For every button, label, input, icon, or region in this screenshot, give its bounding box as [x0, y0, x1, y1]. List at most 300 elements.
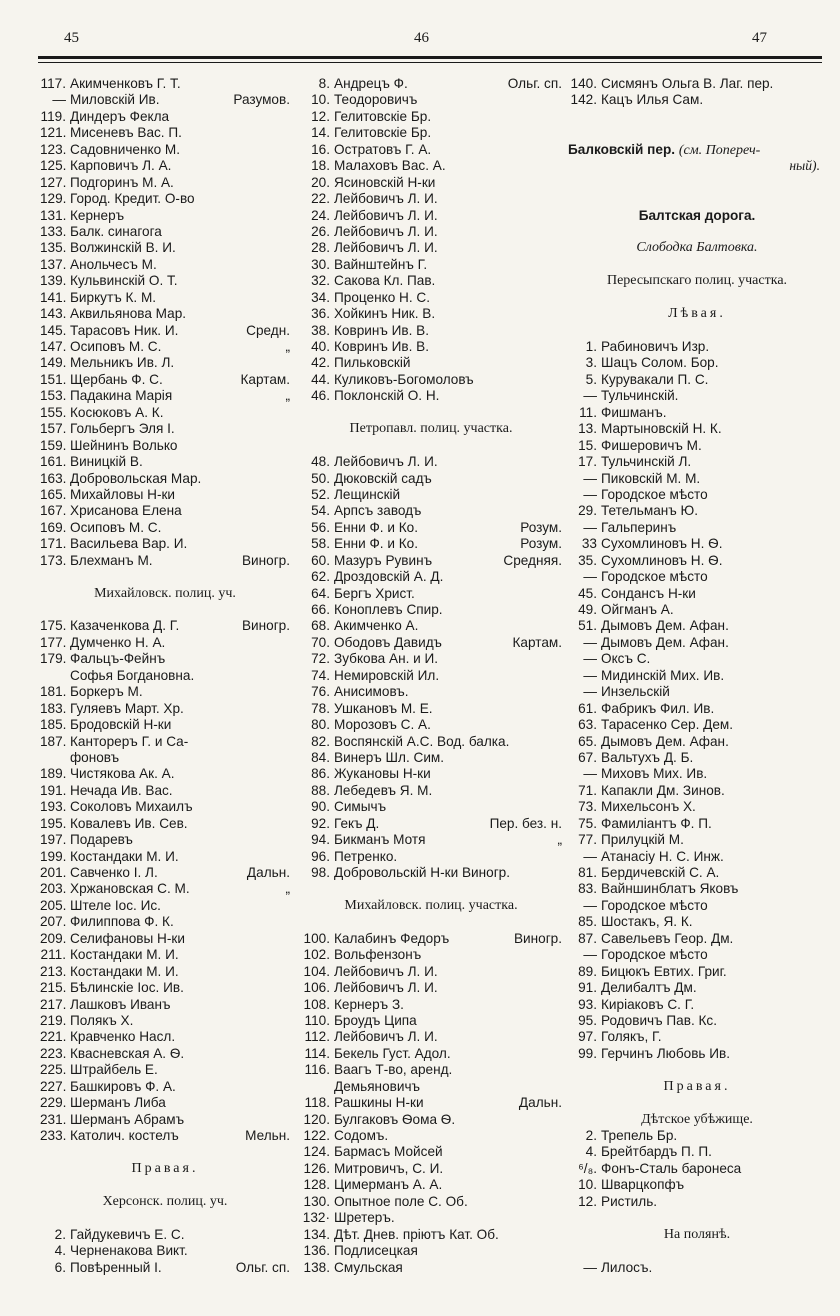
owner-name: Сухомлиновъ Н. Ѳ. — [601, 536, 723, 552]
owner-name: Боркеръ М. — [70, 684, 143, 700]
spacer — [300, 881, 562, 897]
page-number-center: 46 — [414, 30, 429, 46]
house-number: 78. — [311, 700, 330, 716]
house-number: 17. — [578, 454, 597, 470]
owner-name: Теодоровичъ — [334, 92, 418, 108]
owner-name: Делибалтъ Дм. — [601, 980, 697, 996]
header-rule-thick — [38, 56, 822, 59]
directory-entry — [300, 1177, 562, 1193]
owner-name: Мидинскій Мих. Ив. — [601, 667, 725, 683]
house-number: 42. — [311, 355, 330, 371]
directory-entry — [568, 684, 826, 700]
owner-name: Бицюкъ Евтих. Григ. — [601, 963, 727, 979]
directory-entry — [300, 109, 562, 125]
directory-entry — [300, 651, 562, 667]
directory-entry — [40, 454, 290, 470]
owner-name: Добровольскій Н-ки Виногр. — [334, 865, 510, 880]
directory-entry — [40, 898, 290, 914]
directory-entry — [300, 569, 562, 585]
directory-entry — [40, 92, 290, 108]
directory-entry — [568, 832, 826, 848]
owner-name: Тарасовъ Ник. И. — [70, 322, 179, 338]
directory-entry — [40, 783, 290, 799]
spacer — [300, 438, 562, 454]
directory-entry — [40, 372, 290, 388]
owner-name: Кульвинскій О. Т. — [70, 273, 178, 289]
house-number: 147. — [40, 339, 67, 354]
house-number: 179. — [40, 651, 67, 667]
owner-name: Ойгманъ А. — [601, 602, 674, 617]
owner-name: Костандаки М. И. — [70, 963, 179, 979]
house-number: 51. — [578, 618, 597, 634]
directory-entry — [40, 438, 290, 454]
directory-entry — [40, 651, 290, 667]
owner-name: Осиповъ М. С. — [70, 519, 162, 535]
owner-name: Кернеръ — [70, 207, 125, 223]
owner-name: Город. Кредит. О-во — [70, 191, 195, 207]
owner-name: Сисмянъ Ольга В. Лаг. пер. — [601, 76, 774, 91]
house-number: 45. — [578, 585, 597, 601]
directory-entry — [568, 997, 826, 1013]
directory-entry — [568, 355, 826, 371]
owner-name: Воспянскій А.С. Вод. балка. — [334, 733, 510, 749]
directory-entry — [568, 898, 826, 914]
street-name: Балковскій пер. — [568, 141, 676, 157]
owner-name: Штрайбель Е. — [70, 1062, 158, 1078]
house-number: 12. — [311, 108, 330, 124]
directory-entry — [568, 92, 826, 108]
house-number: 34. — [311, 289, 330, 305]
owner-name: Симычъ — [334, 799, 387, 815]
directory-entry — [40, 750, 290, 766]
owner-name: Пильковскій — [334, 355, 411, 371]
spacer — [40, 1177, 290, 1193]
owner-name: Вайнштейнъ Г. — [334, 256, 428, 272]
directory-entry — [568, 1161, 826, 1177]
cross-street-note: Картам. — [240, 371, 290, 387]
house-number: 119. — [40, 108, 66, 124]
owner-name: Лейбовичъ Л. И. — [334, 207, 438, 223]
section-heading: Балтская дорога. — [638, 207, 756, 223]
directory-entry — [568, 964, 826, 980]
cross-street-note: Дальн. — [518, 1095, 562, 1111]
owner-name: Гелитовскіе Бр. — [334, 108, 432, 124]
owner-name: Капакли Дм. Зинов. — [601, 782, 725, 798]
house-number: 114. — [304, 1045, 330, 1061]
owner-name: Шерманъ Либа — [70, 1095, 166, 1111]
owner-name: Енни Ф. и Ко. — [334, 519, 418, 535]
directory-entry — [300, 717, 562, 733]
owner-name: Башкировъ Ф. А. — [70, 1078, 176, 1094]
house-number: 1. — [585, 339, 597, 354]
owner-name: Штеле Іос. Ис. — [70, 897, 161, 913]
owner-name: Мартыновскій Н. К. — [601, 421, 722, 437]
house-number: 63. — [578, 717, 597, 733]
house-number: 155. — [40, 404, 67, 420]
directory-entry — [300, 1029, 562, 1045]
owner-name: Подгоринъ М. А. — [70, 174, 174, 190]
owner-name: Куликовъ-Богомоловъ — [334, 371, 474, 387]
owner-name: Шейнинъ Волько — [70, 437, 178, 453]
house-number: 36. — [311, 306, 330, 322]
owner-name: Инзельскій — [601, 684, 670, 700]
directory-entry — [300, 257, 562, 273]
owner-name: Вольфензонъ — [334, 947, 422, 963]
owner-name: Блехманъ М. — [70, 552, 153, 568]
owner-name: Городское мѣсто — [601, 569, 708, 585]
directory-entry — [568, 1128, 826, 1144]
owner-name: Дѣт. Днев. пріютъ Кат. Об. — [334, 1226, 499, 1242]
owner-name: Бродовскій Н-ки — [70, 717, 172, 733]
cross-street-note: Виногр. — [241, 618, 290, 634]
house-number: 68. — [311, 618, 330, 634]
directory-entry — [300, 290, 562, 306]
spacer — [40, 569, 290, 585]
owner-name: Аквильянова Мар. — [70, 306, 187, 322]
owner-name: Лилосъ. — [601, 1259, 653, 1275]
owner-name: Шацъ Солом. Бор. — [601, 355, 719, 371]
directory-entry — [300, 602, 562, 618]
owner-name: Лейбовичъ Л. И. — [334, 963, 438, 979]
house-number: 165. — [40, 486, 67, 502]
directory-entry — [40, 717, 290, 733]
directory-entry — [40, 816, 290, 832]
directory-entry — [300, 816, 562, 832]
owner-name: Кацъ Илья Сам. — [601, 92, 704, 108]
column-1 — [40, 76, 290, 1276]
house-number: 207. — [40, 914, 67, 930]
directory-entry — [40, 947, 290, 963]
house-number: 203. — [40, 881, 67, 897]
directory-entry — [40, 257, 290, 273]
owner-name: Морозовъ С. А. — [334, 717, 431, 733]
directory-entry — [300, 92, 562, 108]
directory-entry — [300, 618, 562, 634]
house-number: — — [583, 519, 597, 535]
directory-entry — [40, 997, 290, 1013]
house-number: — — [583, 1259, 597, 1275]
house-number: 149. — [40, 355, 67, 371]
house-number: 131. — [40, 207, 67, 223]
house-number: 128. — [303, 1177, 330, 1193]
owner-name: Чистякова Ак. А. — [70, 766, 175, 782]
directory-entry — [568, 569, 826, 585]
directory-entry — [568, 618, 826, 634]
directory-entry — [568, 454, 826, 470]
owner-name: Гекъ Д. — [334, 815, 380, 831]
owner-name: Добровольская Мар. — [70, 470, 202, 486]
owner-name: Гуляевъ Март. Хр. — [70, 700, 184, 716]
house-number: — — [583, 486, 597, 502]
directory-entry — [300, 454, 562, 470]
owner-name: Смульская — [334, 1259, 403, 1275]
house-number: 201. — [40, 865, 67, 880]
house-number: 143. — [40, 306, 67, 322]
directory-entry — [40, 964, 290, 980]
house-number: 102. — [303, 947, 330, 963]
owner-name: Хржановская С. М. — [70, 881, 190, 897]
house-number: 189. — [40, 766, 67, 782]
owner-name: Митровичъ, С. И. — [334, 1160, 444, 1176]
owner-name: Тетельманъ Ю. — [601, 503, 699, 519]
directory-entry — [40, 1112, 290, 1128]
directory-entry — [300, 1260, 562, 1276]
owner-name: Родовичъ Пав. Кс. — [601, 1012, 717, 1028]
directory-entry — [40, 1062, 290, 1078]
owner-name: Киріаковъ С. Г. — [601, 996, 695, 1012]
owner-name: Квасневская А. Ѳ. — [70, 1045, 185, 1061]
cross-street-note: „ — [285, 388, 290, 404]
directory-entry — [300, 964, 562, 980]
directory-entry — [40, 553, 290, 569]
house-number: 157. — [40, 421, 67, 437]
directory-entry — [568, 980, 826, 996]
directory-entry — [40, 914, 290, 930]
owner-name: Биркутъ К. М. — [70, 289, 157, 305]
spacer — [568, 175, 826, 191]
directory-entry — [568, 750, 826, 766]
owner-name: Виницкій В. — [70, 454, 143, 470]
house-number: 87. — [578, 930, 597, 946]
house-number: 49. — [578, 602, 597, 617]
owner-name: Лейбовичъ Л. И. — [334, 223, 438, 239]
street-note: (см. Попереч- — [678, 142, 761, 158]
cross-street-note: Картам. — [512, 634, 562, 650]
cross-street-note: „ — [285, 881, 290, 897]
house-number: 100. — [303, 930, 330, 946]
directory-entry — [300, 997, 562, 1013]
house-number: — — [583, 947, 597, 963]
owner-name: Бѣлинскіе Іос. Ив. — [70, 980, 184, 996]
owner-name: Андрецъ Ф. — [334, 76, 408, 91]
directory-entry — [568, 602, 826, 618]
directory-entry — [300, 1128, 562, 1144]
directory-entry — [300, 339, 562, 355]
house-number: 35. — [578, 552, 597, 568]
owner-name: Савельевъ Геор. Дм. — [601, 930, 734, 946]
house-number: 116. — [304, 1062, 330, 1078]
directory-entry — [568, 668, 826, 684]
directory-entry — [40, 618, 290, 634]
house-number: 126. — [303, 1160, 330, 1176]
directory-entry — [40, 76, 290, 92]
directory-entry — [40, 240, 290, 256]
owner-name: Савченко І. Л. — [70, 865, 158, 880]
house-number: 4. — [54, 1243, 66, 1259]
house-number: 197. — [40, 832, 67, 848]
house-number: 65. — [578, 733, 597, 749]
owner-name: Лейбовичъ Л. И. — [334, 1029, 438, 1045]
house-number: 22. — [311, 191, 330, 207]
house-number: 44. — [311, 371, 330, 387]
directory-entry — [568, 487, 826, 503]
house-number: 127. — [40, 174, 67, 190]
house-number: 88. — [311, 782, 330, 798]
owner-name: Бекель Густ. Адол. — [334, 1045, 451, 1061]
directory-entry — [300, 1161, 562, 1177]
owner-name: Пиковскій М. М. — [601, 470, 701, 486]
owner-name: Дроздовскій А. Д. — [334, 569, 444, 585]
directory-entry — [568, 1260, 826, 1276]
directory-entry — [40, 125, 290, 141]
owner-name: Рабиновичъ Изр. — [601, 339, 710, 354]
owner-name: Шостакъ, Я. К. — [601, 914, 693, 930]
owner-name: Миховъ Мих. Ив. — [601, 766, 708, 782]
house-number: 185. — [40, 717, 67, 733]
owner-name: Ваагъ Т-во, аренд. — [334, 1062, 453, 1078]
directory-entry — [40, 290, 290, 306]
house-number: 70. — [311, 634, 330, 650]
owner-name: Повѣренный І. — [70, 1259, 162, 1275]
owner-name: Калабинъ Федоръ — [334, 930, 450, 946]
section-heading: На полянѣ. — [663, 1226, 731, 1242]
directory-entry — [568, 931, 826, 947]
owner-name: Ковалевъ Ив. Сев. — [70, 815, 188, 831]
owner-name: Цимерманъ А. А. — [334, 1177, 443, 1193]
spacer — [568, 109, 826, 125]
directory-entry — [40, 931, 290, 947]
house-number: 38. — [311, 322, 330, 338]
directory-entry — [40, 1046, 290, 1062]
house-number: 167. — [40, 503, 67, 519]
cross-street-note: Ольг. сп. — [235, 1259, 290, 1275]
directory-entry — [300, 947, 562, 963]
section-heading: Херсонск. полиц. уч. — [102, 1193, 228, 1209]
owner-name: Балк. синагога — [70, 223, 162, 239]
directory-entry — [300, 142, 562, 158]
spacer — [568, 191, 826, 207]
directory-entry — [300, 471, 562, 487]
cross-street-note: Розум. — [520, 536, 562, 552]
owner-name: Лейбовичъ Л. И. — [334, 191, 438, 207]
directory-entry — [40, 865, 290, 881]
house-number: 75. — [578, 815, 597, 831]
owner-name: Полякъ Х. — [70, 1012, 134, 1028]
directory-entry — [568, 388, 826, 404]
owner-name: Тульчинскій Л. — [601, 454, 692, 470]
directory-entry — [40, 1227, 290, 1243]
owner-name: Гайдукевичъ Е. С. — [70, 1226, 185, 1242]
house-number: 130. — [303, 1193, 330, 1209]
house-number: 217. — [40, 996, 67, 1012]
directory-entry — [300, 175, 562, 191]
directory-entry — [300, 388, 562, 404]
owner-name: Шварцкопфъ — [601, 1177, 685, 1193]
owner-name: Мисеневъ Вас. П. — [70, 125, 182, 141]
owner-name: Дымовъ Дем. Афан. — [601, 733, 729, 749]
house-number: 225. — [40, 1062, 67, 1078]
owner-name: Ковринъ Ив. В. — [334, 322, 430, 338]
directory-entry — [300, 1144, 562, 1160]
house-number: 46. — [311, 388, 330, 404]
owner-name: Подаревъ — [70, 832, 133, 848]
directory-entry — [568, 405, 826, 421]
house-number: 72. — [311, 651, 330, 667]
owner-name: Петренко. — [334, 848, 398, 864]
owner-name: Лейбовичъ Л. И. — [334, 980, 438, 996]
owner-name: Костандаки М. И. — [70, 848, 179, 864]
owner-name: Ковринъ Ив. В. — [334, 339, 430, 354]
directory-entry — [568, 717, 826, 733]
directory-entry — [40, 520, 290, 536]
directory-entry — [40, 142, 290, 158]
house-number: 56. — [311, 519, 330, 535]
owner-name: Немировскій Ил. — [334, 667, 440, 683]
spacer — [568, 290, 826, 306]
directory-entry — [300, 224, 562, 240]
owner-name: Фамиліантъ Ф. П. — [601, 815, 712, 831]
house-number: 223. — [40, 1045, 67, 1061]
directory-entry — [40, 323, 290, 339]
cross-street-note: Виногр. — [241, 552, 290, 568]
directory-entry — [300, 1062, 562, 1078]
owner-name: Ушкановъ М. Е. — [334, 700, 433, 716]
house-number: 187. — [40, 733, 67, 749]
spacer — [568, 1210, 826, 1226]
section-heading: Пересыпскаго полиц. участка. — [606, 273, 788, 289]
owner-name: Осиповъ М. С. — [70, 339, 162, 354]
directory-entry — [568, 536, 826, 552]
spacer — [568, 1062, 826, 1078]
house-number: 122. — [303, 1128, 330, 1143]
house-number: 13. — [578, 421, 597, 437]
directory-entry — [300, 931, 562, 947]
spacer — [40, 1144, 290, 1160]
directory-entry — [300, 158, 562, 174]
owner-name: Волжинскій В. И. — [70, 240, 176, 256]
house-number: — — [583, 569, 597, 585]
owner-name: Мельникъ Ив. Л. — [70, 355, 175, 371]
directory-entry — [300, 323, 562, 339]
directory-entry — [300, 783, 562, 799]
house-number: 20. — [311, 174, 330, 190]
owner-name: Малаховъ Вас. А. — [334, 158, 446, 174]
directory-entry — [300, 487, 562, 503]
house-number: 163. — [40, 470, 67, 486]
house-number: 60. — [311, 552, 330, 568]
cross-street-note: „ — [557, 832, 562, 848]
directory-entry — [40, 832, 290, 848]
directory-entry — [568, 553, 826, 569]
directory-entry — [40, 1079, 290, 1095]
house-number: 191. — [40, 782, 67, 798]
house-number: 95. — [578, 1012, 597, 1028]
house-number: 77. — [578, 832, 597, 848]
house-number: — — [583, 667, 597, 683]
house-number: 120. — [303, 1111, 330, 1127]
house-number: 33 — [581, 536, 597, 552]
owner-name: Лейбовичъ Л. И. — [334, 454, 438, 470]
directory-entry — [40, 471, 290, 487]
house-number: 137. — [40, 256, 67, 272]
section-heading: Правая. — [663, 1078, 731, 1094]
owner-name: Сухомлиновъ Н. Ѳ. — [601, 552, 723, 568]
house-number: — — [583, 848, 597, 864]
owner-name: Фишеровичъ М. — [601, 437, 702, 453]
directory-entry — [40, 306, 290, 322]
house-number: 123. — [40, 141, 67, 157]
section-heading: Правая. — [131, 1160, 199, 1176]
house-number: 2. — [54, 1226, 66, 1242]
section-heading: Лѣвая. — [668, 306, 726, 322]
directory-entry — [300, 635, 562, 651]
owner-name: Курувакали П. С. — [601, 371, 709, 387]
owner-name: Михайловы Н-ки — [70, 486, 176, 502]
house-number: 66. — [311, 602, 330, 617]
owner-name: Соколовъ Михаилъ — [70, 799, 193, 815]
directory-entry — [300, 586, 562, 602]
house-number: — — [583, 897, 597, 913]
